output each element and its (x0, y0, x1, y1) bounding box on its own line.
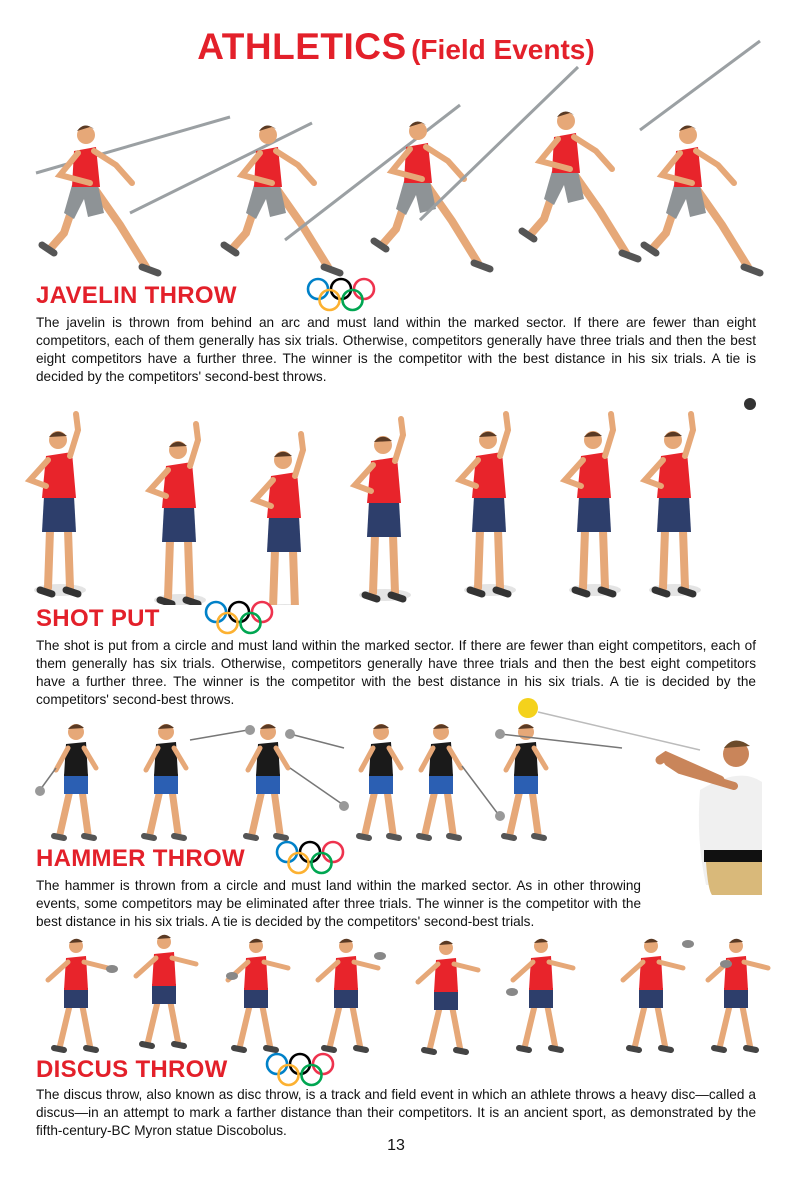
olympic-rings-icon (306, 277, 376, 313)
section-heading-hammer: HAMMER THROW (36, 845, 245, 872)
section-heading-discus: DISCUS THROW (36, 1056, 228, 1083)
section-text-discus: The discus throw, also known as disc throw, is a track and field event in which an athlete throws a heavy disc—called a discus—in an attempt to mark a farther distance than their competitors. It is an ancient sport, as demonstrated by the fifth-century-BC Myron statue Discobolus. (36, 1087, 756, 1138)
page-number: 13 (387, 1137, 405, 1154)
section-heading-shot-put: SHOT PUT (36, 605, 160, 632)
section-heading-javelin: JAVELIN THROW (36, 282, 237, 309)
section-text-javelin: The javelin is thrown from behind an arc and must land within the marked sector. If there are fewer than eight competitors, each of them generally has six trials. Otherwise, competitors generally have three trials and then the best eight competitors have a further three. The winner is the competitor with the best distance in his six trials. A tie is decided by the competitors' second-best throws. (36, 315, 756, 384)
section-text-hammer: The hammer is thrown from a circle and must land within the marked sector. As in other throwing events, some competitors may be eliminated after three trials. The winner is the competitor with the best distance in his six trials. A tie is decided by the competitors' second-best trials. (36, 878, 641, 929)
section-text-shot-put: The shot is put from a circle and must land within the marked sector. If there are fewer than eight competitors, each of them generally has six trials. Otherwise, competitors generally have three trials and then the best eight competitors have a further three. The winner is the competitor with the best distance in his six trials. A tie is decided by the competitors' second-best throws. (36, 638, 756, 707)
shot-put-athlete-illustration (0, 390, 792, 605)
discus-athlete-illustration (0, 928, 792, 1058)
olympic-rings-icon (204, 600, 274, 636)
page-title-sub: (Field Events) (411, 34, 595, 65)
olympic-rings-icon (265, 1052, 335, 1088)
javelin-athlete-illustration (0, 35, 792, 285)
olympic-rings-icon (275, 840, 345, 876)
page-title-main: ATHLETICS (197, 26, 407, 67)
